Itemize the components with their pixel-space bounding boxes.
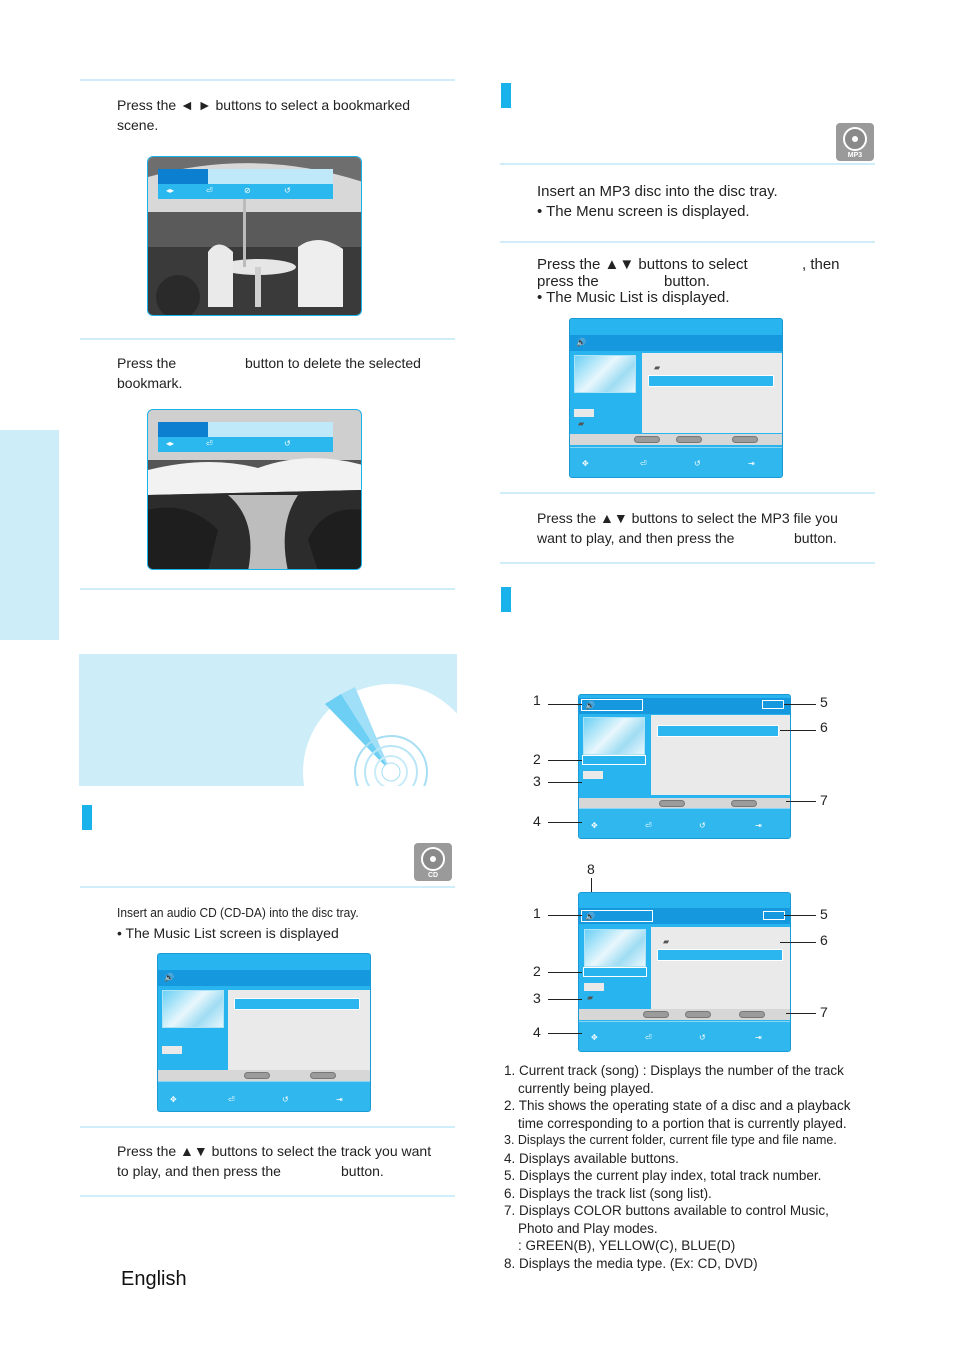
clear-icon: ⊘ <box>244 186 251 195</box>
callout-2b: 2 <box>533 963 541 979</box>
folder-icon: ▰ <box>578 419 585 428</box>
color-button-green <box>659 800 685 807</box>
step-bookmark-delete-a: Press the <box>117 355 177 371</box>
mp3-music-list-screen: 🔊 ▰ ▰ ✥ ⏎ ↺ ⇥ <box>569 318 783 478</box>
legend-item-4: 4. Displays available buttons. <box>504 1150 679 1166</box>
folder-icon-list: ▰ <box>654 363 661 372</box>
legend-item-3: 3. Displays the current folder, current file type and file name. <box>504 1133 837 1147</box>
return-icon: ↺ <box>284 186 291 195</box>
disc-graphic <box>79 654 457 786</box>
color-button-green <box>634 436 660 443</box>
mp3-select-text-c: press the <box>537 273 599 290</box>
album-thumb <box>583 717 645 755</box>
cd-hero-banner <box>79 654 457 786</box>
divider-cd-2 <box>80 1126 455 1128</box>
album-thumb <box>162 990 224 1028</box>
bookmark-osd-bar-2 <box>158 422 333 452</box>
side-tab <box>0 430 59 640</box>
callout-8: 8 <box>587 861 595 877</box>
mp3-file-text-a: Press the ▲▼ buttons to select the MP3 file you <box>537 510 838 526</box>
callout-2a: 2 <box>533 751 541 767</box>
speaker-icon: 🔊 <box>585 701 595 710</box>
legend-item-7-cont: Photo and Play modes. <box>518 1220 658 1236</box>
legend-item-8: 8. Displays the media type. (Ex: CD, DVD) <box>504 1255 758 1271</box>
legend-item-1-cont: currently being played. <box>518 1080 654 1096</box>
callout-7a: 7 <box>820 792 828 808</box>
left-right-icon: ◂▸ <box>166 186 175 195</box>
divider-mp3 <box>500 163 875 165</box>
album-thumb <box>584 929 646 967</box>
callout-4a: 4 <box>533 813 541 829</box>
color-button-yellow <box>310 1072 336 1079</box>
mp3-icon: MP3 <box>836 123 874 161</box>
step-bookmark-select: Press the ◄ ► buttons to select a bookmarked scene. <box>117 97 411 133</box>
mp3-insert-text: Insert an MP3 disc into the disc tray. <box>537 183 778 200</box>
divider-left-2 <box>80 338 455 340</box>
folder-icon-list: ▰ <box>663 937 670 946</box>
speaker-icon: 🔊 <box>164 973 174 982</box>
legend-item-7-colors: : GREEN(B), YELLOW(C), BLUE(D) <box>518 1238 736 1253</box>
enter-icon: ⏎ <box>206 186 213 195</box>
divider-mp3-4 <box>500 562 875 564</box>
mp3-file-text-c: button. <box>794 530 837 546</box>
legend-item-7: 7. Displays COLOR buttons available to control Music, <box>504 1203 829 1218</box>
color-button-blue <box>739 1011 765 1018</box>
track-list <box>642 353 782 433</box>
cd-icon: CD <box>414 843 452 881</box>
divider-cd-3 <box>80 1195 455 1197</box>
legend-item-2: 2. This shows the operating state of a disc and a playback <box>504 1098 851 1113</box>
screen-elements-legend <box>504 1062 884 1272</box>
enter-icon: ⏎ <box>206 439 213 448</box>
divider-mp3-3 <box>500 492 875 494</box>
speaker-icon: 🔊 <box>576 338 586 347</box>
section-marker-screen-elements <box>501 587 511 612</box>
cd-music-list-screen: 🔊 ✥ ⏎ ↺ ⇥ <box>157 953 371 1112</box>
callout-1a: 1 <box>533 692 541 708</box>
callout-4b: 4 <box>533 1024 541 1040</box>
legend-item-5: 5. Displays the current play index, total track number. <box>504 1168 822 1183</box>
divider-top-left <box>80 79 455 81</box>
footer-language: English <box>121 1268 187 1290</box>
bookmark-photo-screen-2 <box>147 409 362 570</box>
color-button-blue <box>732 436 758 443</box>
section-marker-cd <box>82 805 92 830</box>
cd-screen-diagram: 🔊 ✥ ⏎ ↺ ⇥ <box>578 694 791 839</box>
track-row-selected <box>234 998 360 1010</box>
folder-icon: ▰ <box>587 993 594 1002</box>
callout-6a: 6 <box>820 719 828 735</box>
callout-6b: 6 <box>820 932 828 948</box>
callout-5a: 5 <box>820 694 828 710</box>
divider-left-3 <box>80 588 455 590</box>
color-button-yellow <box>676 436 702 443</box>
mp3-select-text-a: Press the ▲▼ buttons to select <box>537 256 748 273</box>
legend-item-1: 1. Current track (song) : Displays the number of the track <box>504 1063 844 1078</box>
cd-select-text-a: Press the ▲▼ buttons to select the track you want to play, and then press the <box>117 1143 432 1179</box>
track-row-selected <box>657 725 779 737</box>
cd-select-text-b: button. <box>341 1163 384 1179</box>
divider-mp3-2 <box>500 241 875 243</box>
color-button-green <box>643 1011 669 1018</box>
mp3-file-text-b: want to play, and then press the <box>537 530 735 546</box>
color-button-yellow <box>685 1011 711 1018</box>
callout-1b: 1 <box>533 905 541 921</box>
divider-cd <box>80 886 455 888</box>
mp3-select-text-b: , then <box>802 256 840 273</box>
track-row-selected <box>648 375 774 387</box>
cd-insert-text: Insert an audio CD (CD-DA) into the disc tray. <box>117 905 359 920</box>
legend-item-6: 6. Displays the track list (song list). <box>504 1185 712 1201</box>
mp3-screen-diagram: 🔊 ▰ ▰ ✥ ⏎ ↺ ⇥ <box>578 892 791 1052</box>
bookmark-photo-screen-1 <box>147 156 362 316</box>
callout-5b: 5 <box>820 906 828 922</box>
callout-7b: 7 <box>820 1004 828 1020</box>
legend-item-2-cont: time corresponding to a portion that is currently played. <box>518 1115 847 1131</box>
mp3-menu-text: • The Menu screen is displayed. <box>537 203 750 220</box>
return-icon: ↺ <box>284 439 291 448</box>
left-right-icon: ◂▸ <box>166 439 175 448</box>
speaker-icon: 🔊 <box>585 912 595 921</box>
cd-music-list-text: • The Music List screen is displayed <box>117 925 339 941</box>
callout-3b: 3 <box>533 990 541 1006</box>
callout-3a: 3 <box>533 773 541 789</box>
track-row-selected <box>657 949 783 961</box>
color-button-green <box>244 1072 270 1079</box>
step-bookmark-delete-b: button to delete the selected bookmark. <box>117 355 421 391</box>
track-list <box>651 927 791 1009</box>
mp3-music-list-text: • The Music List is displayed. <box>537 289 730 306</box>
album-thumb <box>574 355 636 393</box>
section-marker-mp3 <box>501 83 511 108</box>
mp3-select-text-d: button. <box>664 273 710 290</box>
bookmark-osd-bar <box>158 169 333 199</box>
color-button-yellow <box>731 800 757 807</box>
